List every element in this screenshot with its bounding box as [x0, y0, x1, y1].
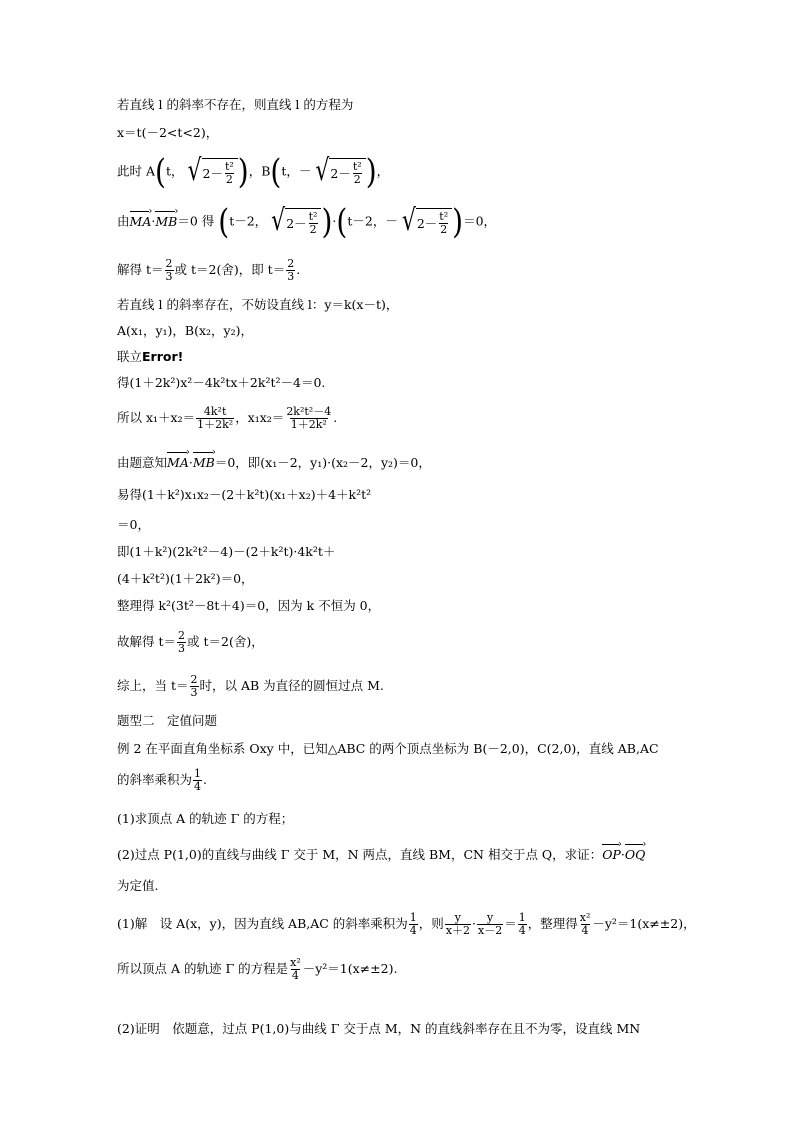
text: 此时 A: [117, 163, 156, 179]
text: 2－: [202, 165, 223, 181]
text-line: 整理得 k²(3t²－8t＋4)＝0，因为 k 不恒为 0，: [117, 598, 381, 613]
sqrt-expression: [271, 204, 321, 239]
paren-close: ): [237, 151, 249, 192]
text: －y²＝1(x≠±2)，: [592, 916, 696, 931]
text: 时，以 AB 为直径的圆恒过点 M.: [199, 678, 384, 693]
text-line: 例 2 在平面直角坐标系 Oxy 中，已知△ABC 的两个顶点坐标为 B(－2,0)，C(2,0)，直线 AB,AC: [117, 741, 659, 756]
text: (1)解 设 A(x，y)，因为直线 AB,AC 的斜率乘积为: [117, 916, 408, 931]
numerator: 1: [518, 911, 526, 924]
text: 2－: [416, 215, 438, 231]
fraction: [352, 161, 363, 186]
text: (2)过点 P(1,0)的直线与曲线 Γ 交于 M，N 两点，直线 BM，CN 相交于点 Q，求证：: [117, 847, 603, 862]
denominator: 4: [194, 780, 202, 793]
text: 所以顶点 A 的轨迹 Γ 的方程是: [117, 961, 289, 976]
text: ＝: [504, 916, 517, 931]
fraction: [285, 406, 332, 431]
denominator: 4: [581, 924, 589, 937]
text: ，x₁x₂＝: [235, 410, 285, 425]
text: ，则: [418, 916, 444, 931]
text: .: [203, 772, 207, 787]
text: 联立: [117, 349, 143, 364]
section-heading: 题型二 定值问题: [117, 713, 218, 728]
numerator: 2k²t²－4: [286, 405, 332, 418]
text-line: 得(1＋2k²)x²－4k²tx＋2k²t²－4＝0.: [117, 375, 326, 390]
equation-line: [117, 912, 696, 937]
numerator: 1: [409, 911, 417, 924]
radical-sign: √: [271, 204, 286, 239]
fraction: [518, 912, 527, 937]
text: t，－: [281, 163, 312, 179]
paren-close: ): [365, 151, 377, 192]
text: 综上，当 t＝: [117, 678, 189, 693]
text-line: 若直线 l 的斜率存在，不妨设直线 l：y＝k(x－t)，: [117, 297, 399, 312]
equation-line: [117, 151, 390, 192]
denominator: x－2: [478, 924, 503, 937]
sqrt-body: [416, 208, 452, 236]
paren-open: (: [155, 151, 166, 192]
text-line: (1)求顶点 A 的轨迹 Γ 的方程；: [117, 811, 294, 826]
paren-open: (: [218, 201, 230, 242]
paren-close: ): [452, 201, 464, 242]
denominator: 2: [440, 223, 448, 236]
paren-open: (: [336, 201, 348, 242]
sqrt-expression: [315, 154, 365, 189]
numerator: t²: [439, 210, 449, 223]
text: 解得 t＝: [117, 262, 164, 277]
numerator: 2: [190, 673, 198, 686]
text-line: x＝t(－2<t<2)，: [117, 125, 219, 140]
text: 2－: [286, 215, 307, 231]
text: ，: [376, 163, 390, 179]
denominator: 3: [287, 270, 295, 283]
text-line: 即(1＋k²)(2k²t²－4)－(2＋k²t)·4k²t＋: [117, 544, 336, 559]
equation-line: [117, 201, 497, 242]
denominator: 2: [309, 223, 317, 236]
equation-line: [117, 454, 431, 472]
text: 由题意知: [117, 455, 168, 470]
equation-line: [117, 630, 264, 655]
sqrt-body: [329, 158, 365, 186]
fraction: [409, 912, 418, 937]
text-line: 为定值.: [117, 878, 159, 893]
numerator: 4k²t: [203, 405, 227, 418]
paren-open: (: [270, 151, 282, 192]
sqrt-expression: [401, 204, 452, 239]
vector-MB: MB ›: [193, 454, 215, 472]
denominator: 2: [353, 173, 361, 186]
fraction: [445, 912, 471, 937]
vector-MB: MB ›: [155, 213, 177, 231]
text: .: [333, 410, 338, 425]
fraction: [193, 768, 202, 793]
denominator: 1＋2k²: [197, 418, 234, 431]
equation-line: [117, 768, 207, 793]
text: t，: [165, 163, 184, 179]
fraction: [177, 630, 186, 655]
text: t－2，: [229, 213, 268, 229]
text: ＝0，即(x₁－2，y₁)·(x₂－2，y₂)＝0，: [214, 455, 431, 470]
sqrt-expression: [187, 154, 237, 189]
text: 故解得 t＝: [117, 634, 176, 649]
text: 所以 x₁＋x₂＝: [117, 410, 196, 425]
text: 或 t＝2(舍)，即 t＝: [174, 262, 286, 277]
numerator: 1: [194, 767, 202, 780]
text-line: 易得(1＋k²)x₁x₂－(2＋k²t)(x₁＋x₂)＋4＋k²t²: [117, 487, 372, 502]
denominator: 3: [178, 642, 185, 655]
fraction: [308, 211, 319, 236]
fraction: [289, 957, 302, 982]
radical-sign: √: [187, 154, 202, 189]
fraction: [224, 161, 235, 186]
sqrt-body: [202, 158, 238, 186]
vector-OP: OP ›: [602, 846, 621, 864]
text-line: A(x₁，y₁)，B(x₂，y₂)，: [117, 323, 253, 338]
text: .: [296, 262, 301, 277]
text: t－2，－: [347, 213, 398, 229]
vector-OQ: OQ ›: [625, 846, 646, 864]
equation-line: [117, 258, 300, 283]
text: ＝0 得: [177, 213, 215, 229]
fraction: [579, 912, 592, 937]
numerator: 2: [178, 629, 185, 642]
fraction: [477, 912, 503, 937]
equation-line: [117, 406, 337, 431]
denominator: 3: [190, 686, 198, 699]
text-line: (4＋k²t²)(1＋2k²)＝0，: [117, 571, 254, 586]
text: 的斜率乘积为: [117, 772, 193, 787]
denominator: 1＋2k²: [290, 418, 327, 431]
numerator: t²: [308, 210, 318, 223]
fraction: [190, 674, 199, 699]
numerator: y: [486, 911, 494, 924]
denominator: 4: [291, 969, 299, 982]
radical-sign: √: [315, 154, 330, 189]
numerator: t²: [224, 160, 234, 173]
text-line: [117, 348, 183, 366]
fraction: [196, 406, 234, 431]
text: ，整理得: [527, 916, 578, 931]
fraction: [286, 258, 295, 283]
vector-MA: MA ›: [167, 454, 189, 472]
text-line: (2)证明 依题意，过点 P(1,0)与曲线 Γ 交于点 M，N 的直线斜率存在且不为零，设直线 MN: [117, 1021, 641, 1036]
text: ·: [472, 916, 476, 931]
text: ，B: [248, 163, 271, 179]
denominator: 4: [518, 924, 526, 937]
text: ·: [620, 847, 625, 862]
text: ·: [332, 213, 337, 229]
paren-close: ): [321, 201, 333, 242]
numerator: y: [454, 911, 462, 924]
numerator: 2: [287, 257, 295, 270]
text: ·: [188, 455, 193, 470]
numerator: t²: [352, 160, 362, 173]
text: ·: [151, 213, 156, 229]
denominator: 4: [409, 924, 417, 937]
numerator: x²: [579, 911, 591, 924]
sqrt-body: [285, 208, 321, 236]
equation-line: [117, 957, 397, 982]
text: －y²＝1(x≠±2).: [302, 961, 398, 976]
text-line: ＝0，: [117, 517, 150, 532]
equation-line: [117, 674, 384, 699]
denominator: x＋2: [445, 924, 471, 937]
numerator: 2: [165, 257, 173, 270]
text-line: 若直线 l 的斜率不存在，则直线 l 的方程为: [117, 97, 354, 112]
numerator: x²: [290, 956, 301, 969]
text: 2－: [330, 165, 351, 181]
text: 由: [117, 213, 130, 229]
denominator: 3: [165, 270, 173, 283]
text: 或 t＝2(舍)，: [187, 634, 264, 649]
fraction: [438, 211, 449, 236]
text: ＝0，: [463, 213, 497, 229]
vector-MA: MA ›: [130, 213, 152, 231]
radical-sign: √: [401, 204, 416, 239]
error-text: Error!: [142, 349, 184, 364]
denominator: 2: [225, 173, 233, 186]
equation-line: [117, 846, 645, 864]
fraction: [165, 258, 174, 283]
